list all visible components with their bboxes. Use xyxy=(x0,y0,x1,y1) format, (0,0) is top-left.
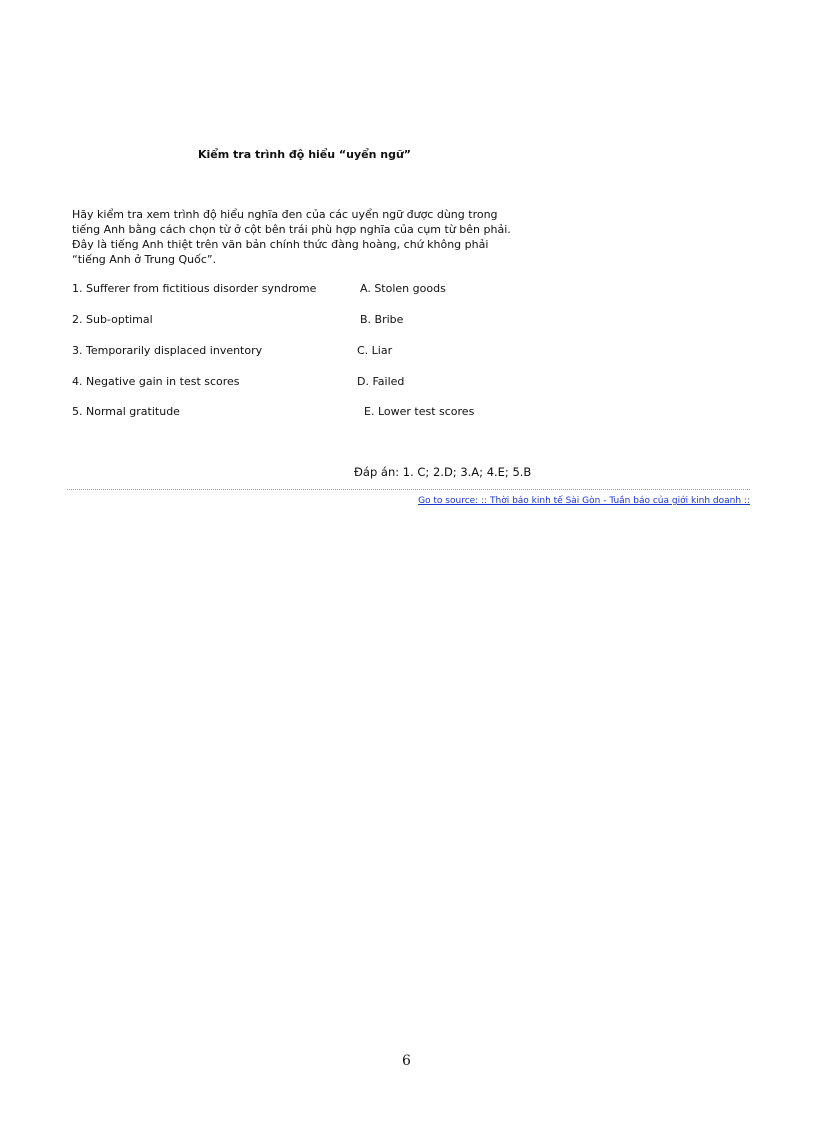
intro-line: “tiếng Anh ở Trung Quốc”. xyxy=(72,253,217,266)
intro-line: Đây là tiếng Anh thiệt trên văn bản chính thức đàng hoàng, chứ không phải xyxy=(72,238,489,251)
intro-paragraph xyxy=(72,207,542,267)
option-item-d: D. Failed xyxy=(357,375,405,388)
option-item-c: C. Liar xyxy=(357,344,393,357)
source-link[interactable]: Go to source: :: Thời báo kinh tế Sài Gòn - Tuần báo của giới kinh doanh :: xyxy=(418,496,750,506)
option-item-e: E. Lower test scores xyxy=(364,405,475,418)
question-item-3: 3. Temporarily displaced inventory xyxy=(72,344,263,357)
question-item-4: 4. Negative gain in test scores xyxy=(72,375,240,388)
question-item-1: 1. Sufferer from fictitious disorder syndrome xyxy=(72,282,317,295)
option-item-a: A. Stolen goods xyxy=(360,282,446,295)
divider xyxy=(67,489,750,490)
question-item-5: 5. Normal gratitude xyxy=(72,405,180,418)
intro-line: Hãy kiểm tra xem trình độ hiểu nghĩa đen của các uyển ngữ được dùng trong xyxy=(72,208,498,221)
option-item-b: B. Bribe xyxy=(360,313,404,326)
question-item-2: 2. Sub-optimal xyxy=(72,313,153,326)
intro-line: tiếng Anh bằng cách chọn từ ở cột bên trái phù hợp nghĩa của cụm từ bên phải. xyxy=(72,223,511,236)
page-number: 6 xyxy=(402,1053,411,1069)
page-title: Kiểm tra trình độ hiểu “uyển ngữ” xyxy=(198,148,412,161)
answer-key: Đáp án: 1. C; 2.D; 3.A; 4.E; 5.B xyxy=(354,465,532,479)
